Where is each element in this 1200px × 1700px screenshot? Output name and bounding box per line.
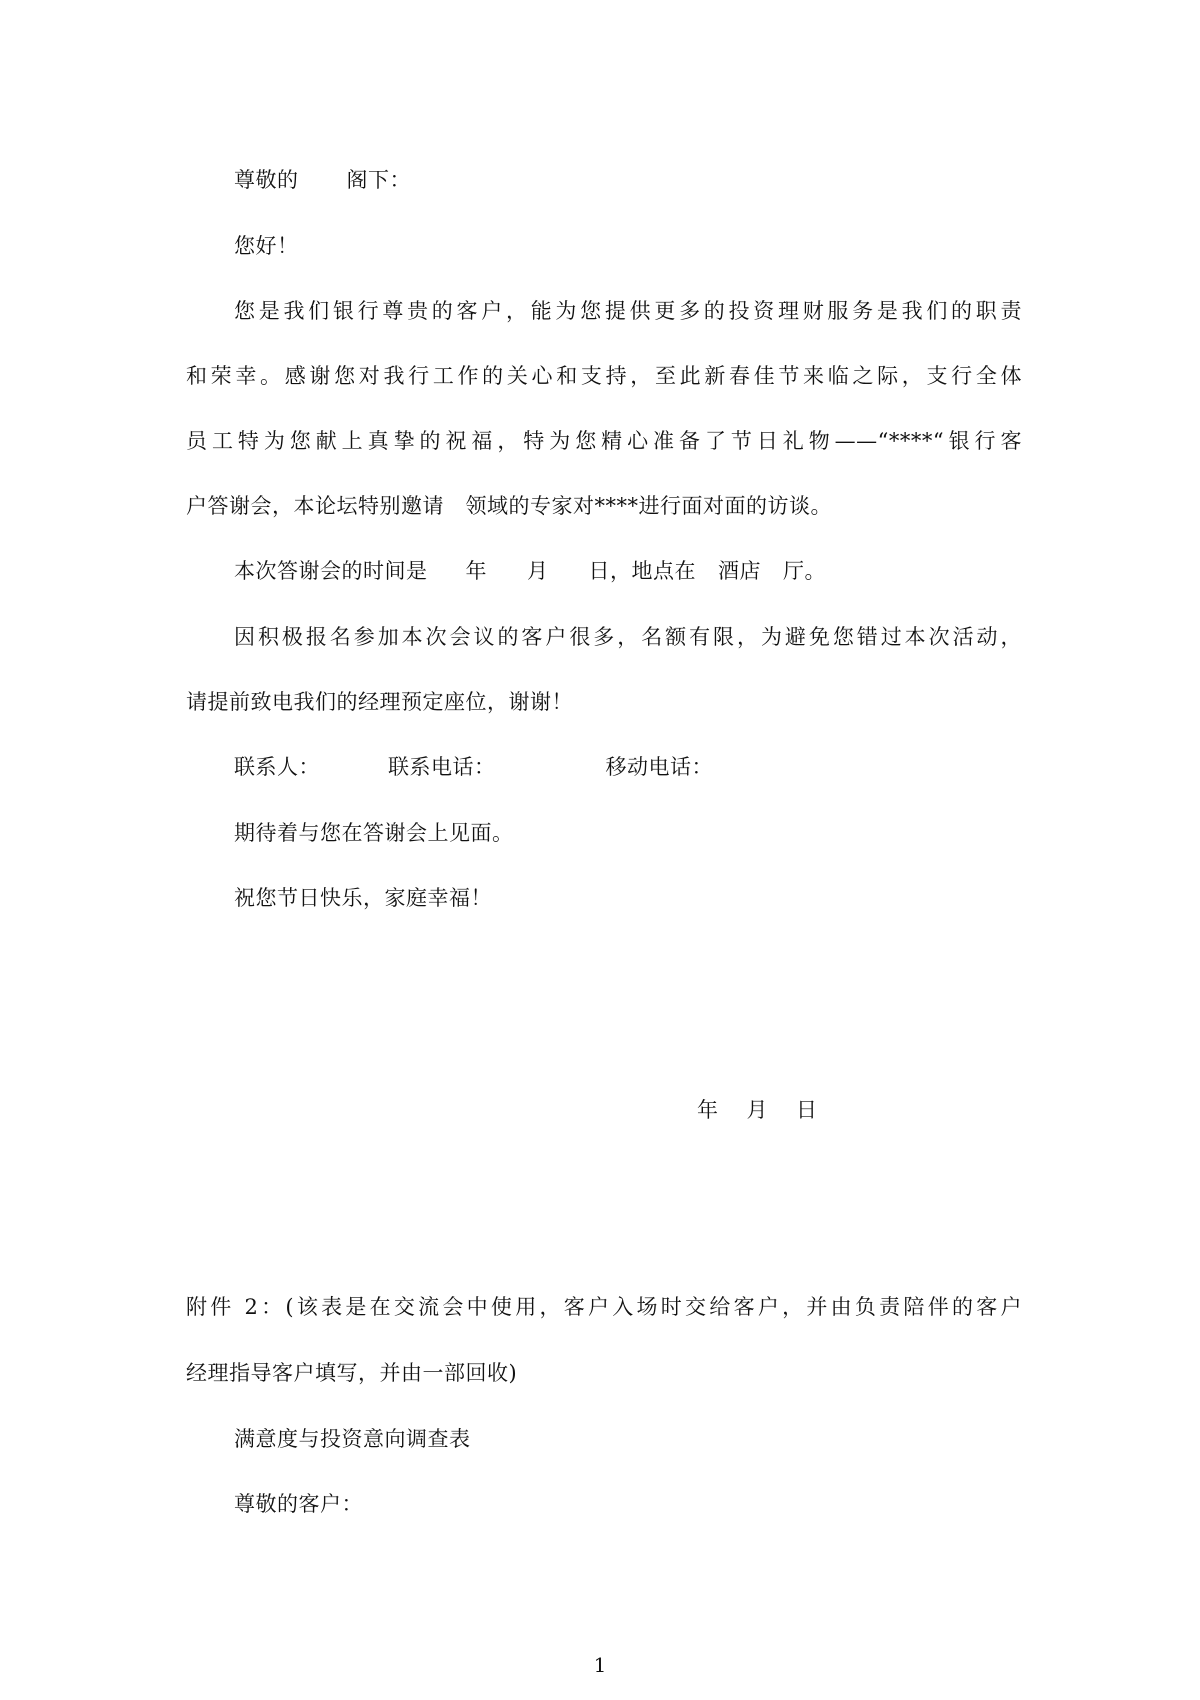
date-day: 日	[796, 1098, 818, 1122]
closing-line1: 期待着与您在答谢会上见面。	[234, 821, 514, 845]
survey-title: 满意度与投资意向调查表	[234, 1427, 471, 1451]
month-label: 月	[527, 559, 549, 583]
attachment-line1: 附件 2：(该表是在交流会中使用，客户入场时交给客户，并由负责陪伴的客户	[186, 1295, 1022, 1319]
event-time-location	[234, 556, 826, 586]
paragraph1-line4: 户答谢会，本论坛特别邀请 领域的专家对****进行面对面的访谈。	[186, 494, 832, 518]
letter-salutation	[234, 165, 411, 195]
attachment-line2: 经理指导客户填写，并由一部回收)	[186, 1361, 518, 1385]
letter-greeting: 您好！	[234, 234, 299, 258]
letter-date	[697, 1095, 818, 1125]
paragraph1-line2: 和荣幸。感谢您对我行工作的关心和支持，至此新春佳节来临之际，支行全体	[186, 364, 1022, 388]
closing-line2: 祝您节日快乐，家庭幸福！	[234, 886, 492, 910]
survey-salutation: 尊敬的客户：	[234, 1492, 363, 1516]
time-prefix: 本次答谢会的时间是	[234, 559, 428, 583]
hotel-label: 酒店	[718, 559, 761, 583]
date-year: 年	[697, 1098, 719, 1122]
contact-mobile-label: 移动电话：	[605, 755, 713, 779]
hall-label: 厅。	[783, 559, 826, 583]
contact-line	[234, 752, 713, 782]
paragraph3-line2: 请提前致电我们的经理预定座位，谢谢！	[186, 690, 573, 714]
salutation-part2: 阁下：	[346, 168, 411, 192]
date-month: 月	[746, 1098, 768, 1122]
contact-person-label: 联系人：	[234, 755, 320, 779]
salutation-part1: 尊敬的	[234, 168, 299, 192]
paragraph1-line3: 员工特为您献上真挚的祝福，特为您精心准备了节日礼物——“****“银行客	[186, 429, 1022, 453]
contact-phone-label: 联系电话：	[388, 755, 496, 779]
day-place-label: 日，地点在	[588, 559, 696, 583]
year-label: 年	[465, 559, 487, 583]
page-number: 1	[593, 1653, 607, 1677]
paragraph1-line1: 您是我们银行尊贵的客户，能为您提供更多的投资理财服务是我们的职责	[234, 299, 1022, 323]
paragraph3-line1: 因积极报名参加本次会议的客户很多，名额有限，为避免您错过本次活动，	[234, 625, 1022, 649]
